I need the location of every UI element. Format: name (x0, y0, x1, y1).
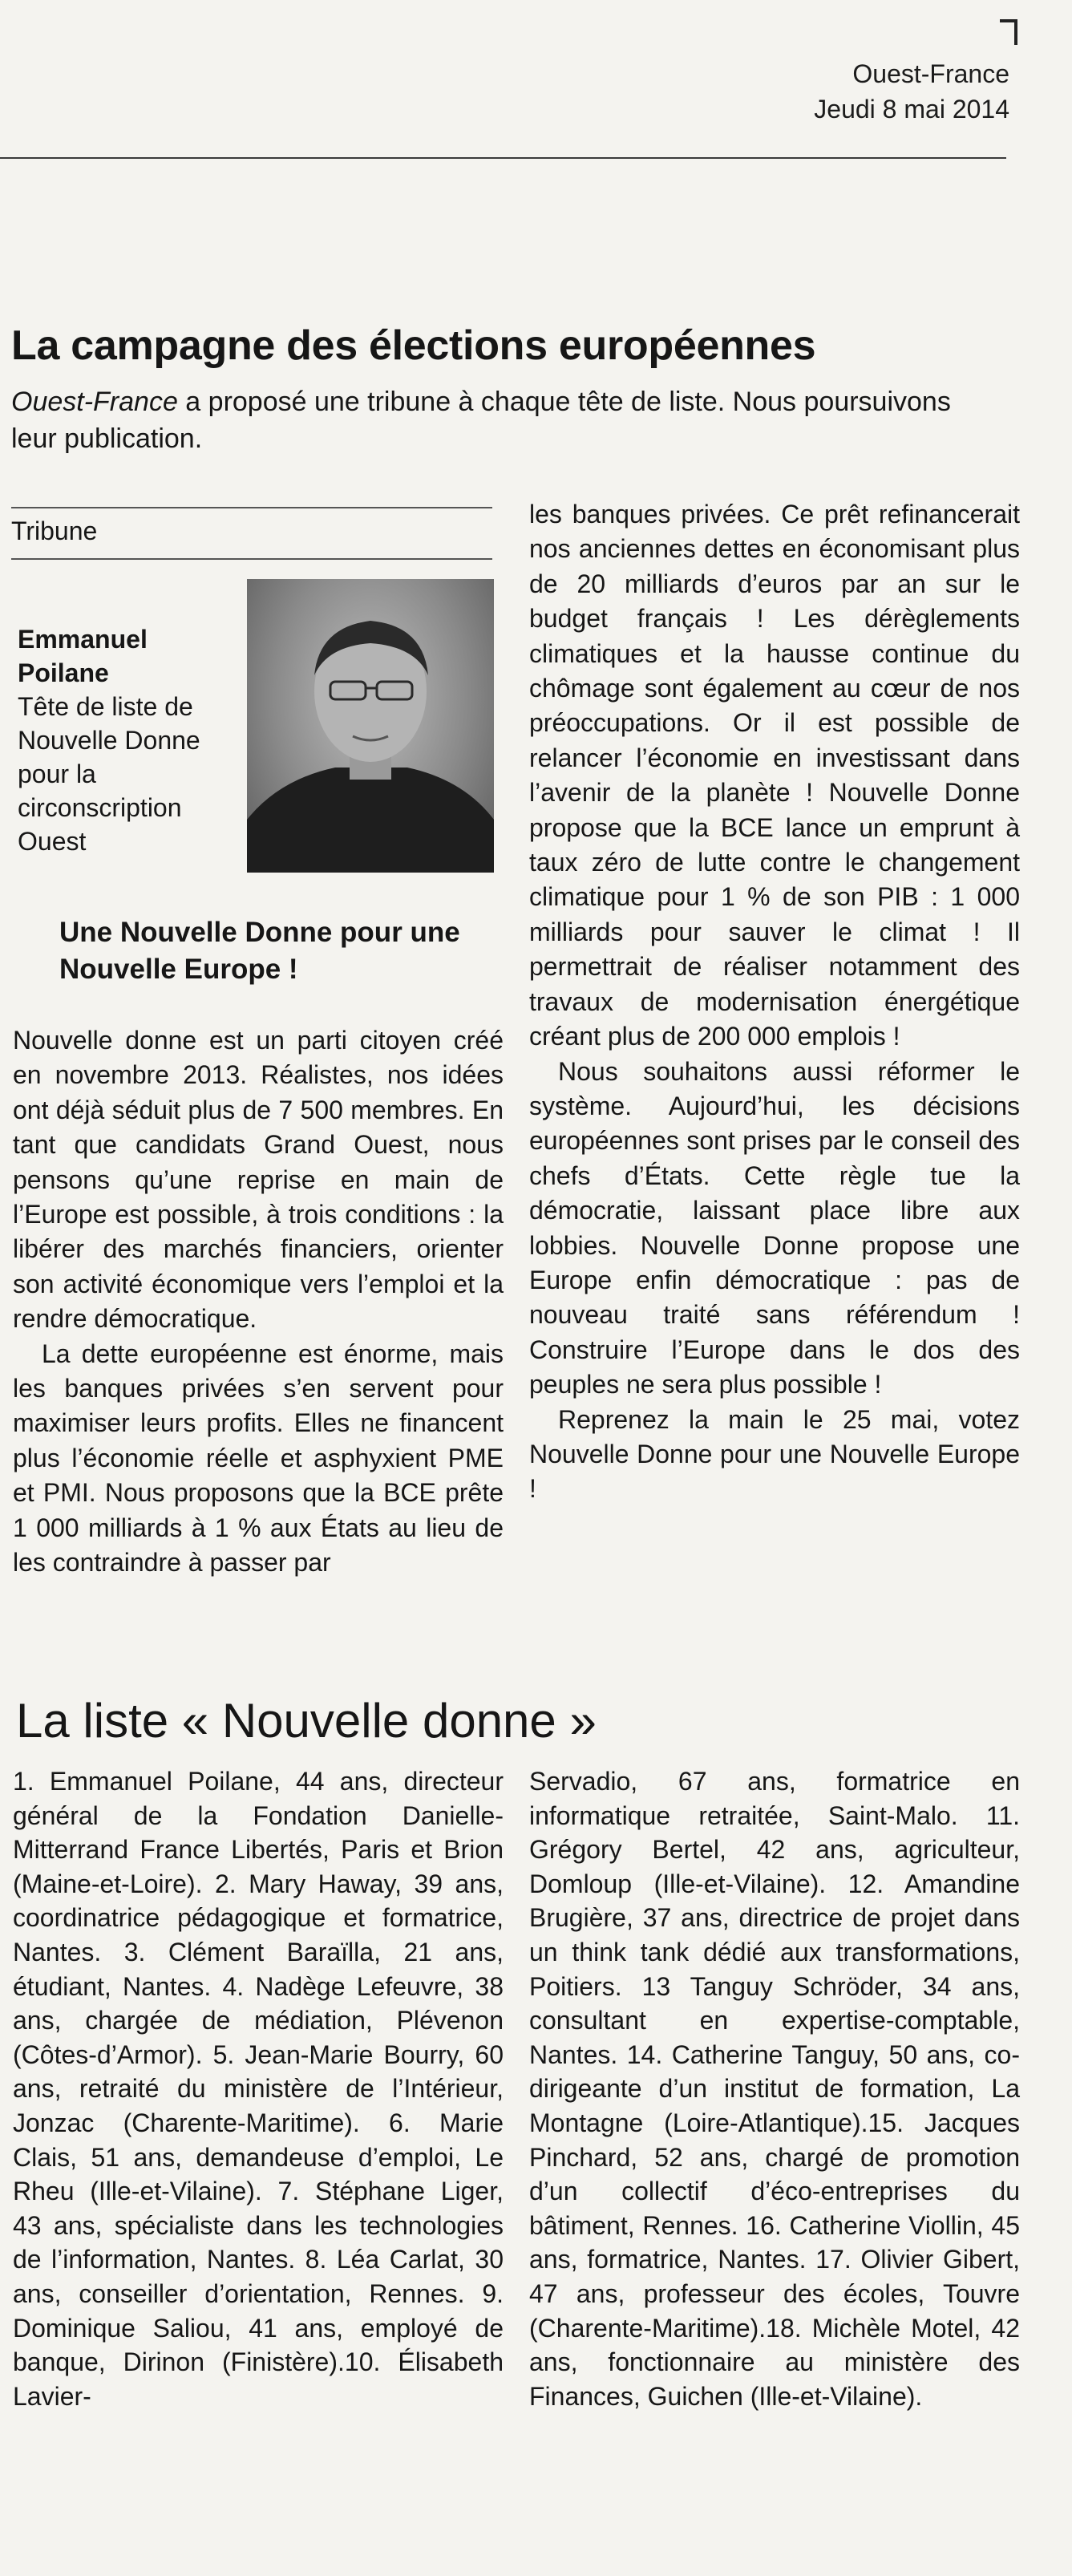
article-paragraph: Nouvelle donne est un parti citoyen créé en novembre 2013. Réalistes, nos idées ont déjà séduit plus de 7 500 membres. En tant que candidats Grand Ouest, nous pensons qu’une reprise en main de l’Europe est possible, à trois conditions : la libérer des marchés financiers, orienter son activité économique vers l’emploi et la rendre démocratique. (13, 1026, 504, 1334)
article-subhead: Une Nouvelle Donne pour une Nouvelle Europe ! (59, 917, 460, 985)
deck (11, 383, 973, 457)
publication-name: Ouest-France (852, 59, 1009, 88)
article-paragraph: Nous souhaitons aussi réformer le système. Aujourd’hui, les décisions européennes sont prises par le conseil des chefs d’États. Cette règle tue la démocratie, laissant place libre aux lobbies. Nouvelle Donne propose une Europe enfin démocratique : pas de nouveau traité sans référendum ! Construire l’Europe dans le dos des peuples ne sera plus possible ! (529, 1056, 1020, 1399)
candidate-list-left: 1. Emmanuel Poilane, 44 ans, directeur général de la Fondation Danielle-Mitterrand France Libertés, Paris et Brion (Maine-et-Loire). 2. Mary Haway, 39 ans, coordinatrice pédagogique et formatrice, Nantes. 3. Clément Baraïlla, 21 ans, étudiant, Nantes. 4. Nadège Lefeuvre, 38 ans, chargée de médiation, Plévenon (Côtes-d’Armor). 5. Jean-Marie Bourry, 60 ans, retraité du ministère de l’Intérieur, Jonzac (Charente-Maritime). 6. Marie Clais, 51 ans, demandeuse d’emploi, Le Rheu (Ille-et-Vilaine). 7. Stéphane Liger, 43 ans, spécialiste dans les technologies de l’information, Nantes. 8. Léa Carlat, 30 ans, conseiller d’orientation, Rennes. 9. Dominique Saliou, 41 ans, employé de banque, Dirinon (Finistère).10. Élisabeth Lavier- (13, 1767, 504, 2411)
crop-corner-mark (1000, 19, 1017, 45)
article-column-right (529, 497, 1020, 1507)
masthead (814, 56, 1009, 127)
publication-date: Jeudi 8 mai 2014 (814, 95, 1009, 124)
deck-text: a proposé une tribune à chaque tête de liste. Nous poursuivons leur publication. (11, 387, 951, 454)
tribune-top-rule (11, 507, 492, 508)
author-photo (247, 579, 494, 873)
author-name: Emmanuel Poilane (18, 625, 148, 687)
list-title: La liste « Nouvelle donne » (16, 1694, 597, 1748)
section-label: Tribune (11, 516, 98, 545)
headline: La campagne des élections européennes (11, 322, 816, 369)
article-column-left (13, 1023, 504, 1581)
article-paragraph: Reprenez la main le 25 mai, votez Nouvelle Donne pour une Nouvelle Europe ! (529, 1404, 1020, 1504)
tribune-bottom-rule (11, 558, 492, 560)
deck-publication: Ouest-France (11, 387, 178, 417)
author-role: Tête de liste de Nouvelle Donne pour la circonscription Ouest (18, 692, 200, 856)
header-divider (0, 157, 1006, 159)
candidate-list-right: Servadio, 67 ans, formatrice en informatique retraitée, Saint-Malo. 11. Grégory Bertel, 42 ans, agriculteur, Domloup (Ille-et-Vilaine). 12. Amandine Brugière, 37 ans, directrice de projet dans un think tank dédié aux transformations, Poitiers. 13 Tanguy Schröder, 34 ans, consultant en expertise-comptable, Nantes. 14. Catherine Tanguy, 50 ans, co-dirigeante d’un institut de formation, La Montagne (Loire-Atlantique).15. Jacques Pinchard, 52 ans, chargé de promotion d’un collectif d’éco-entreprises du bâtiment, Rennes. 16. Catherine Viollin, 45 ans, formatrice, Nantes. 17. Olivier Gibert, 47 ans, professeur des écoles, Touvre (Charente-Maritime).18. Michèle Motel, 42 ans, fonctionnaire au ministère des Finances, Guichen (Ille-et-Vilaine). (529, 1767, 1020, 2411)
article-paragraph: les banques privées. Ce prêt refinancerait nos anciennes dettes en économisant plus de 20 milliards d’euros par an sur le budget français ! Les dérèglements climatiques et la hausse continue du chômage sont également au cœur de nos préoccupations. Or il est possible de relancer l’économie en investissant dans l’avenir de la planète ! Nouvelle Donne propose que la BCE lance un emprunt à taux zéro de lutte contre le changement climatique pour 1 % de son PIB : 1 000 milliards pour sauver le climat ! Il permettrait de réaliser notamment des travaux de modernisation énergétique créant plus de 200 000 emplois ! (529, 500, 1020, 1051)
article-paragraph: La dette européenne est énorme, mais les banques privées s’en servent pour maximiser leurs profits. Elles ne financent plus l’économie réelle et asphyxient PME et PMI. Nous proposons que la BCE prête 1 000 milliards à 1 % aux États au lieu de les contraindre à passer par (13, 1339, 504, 1578)
